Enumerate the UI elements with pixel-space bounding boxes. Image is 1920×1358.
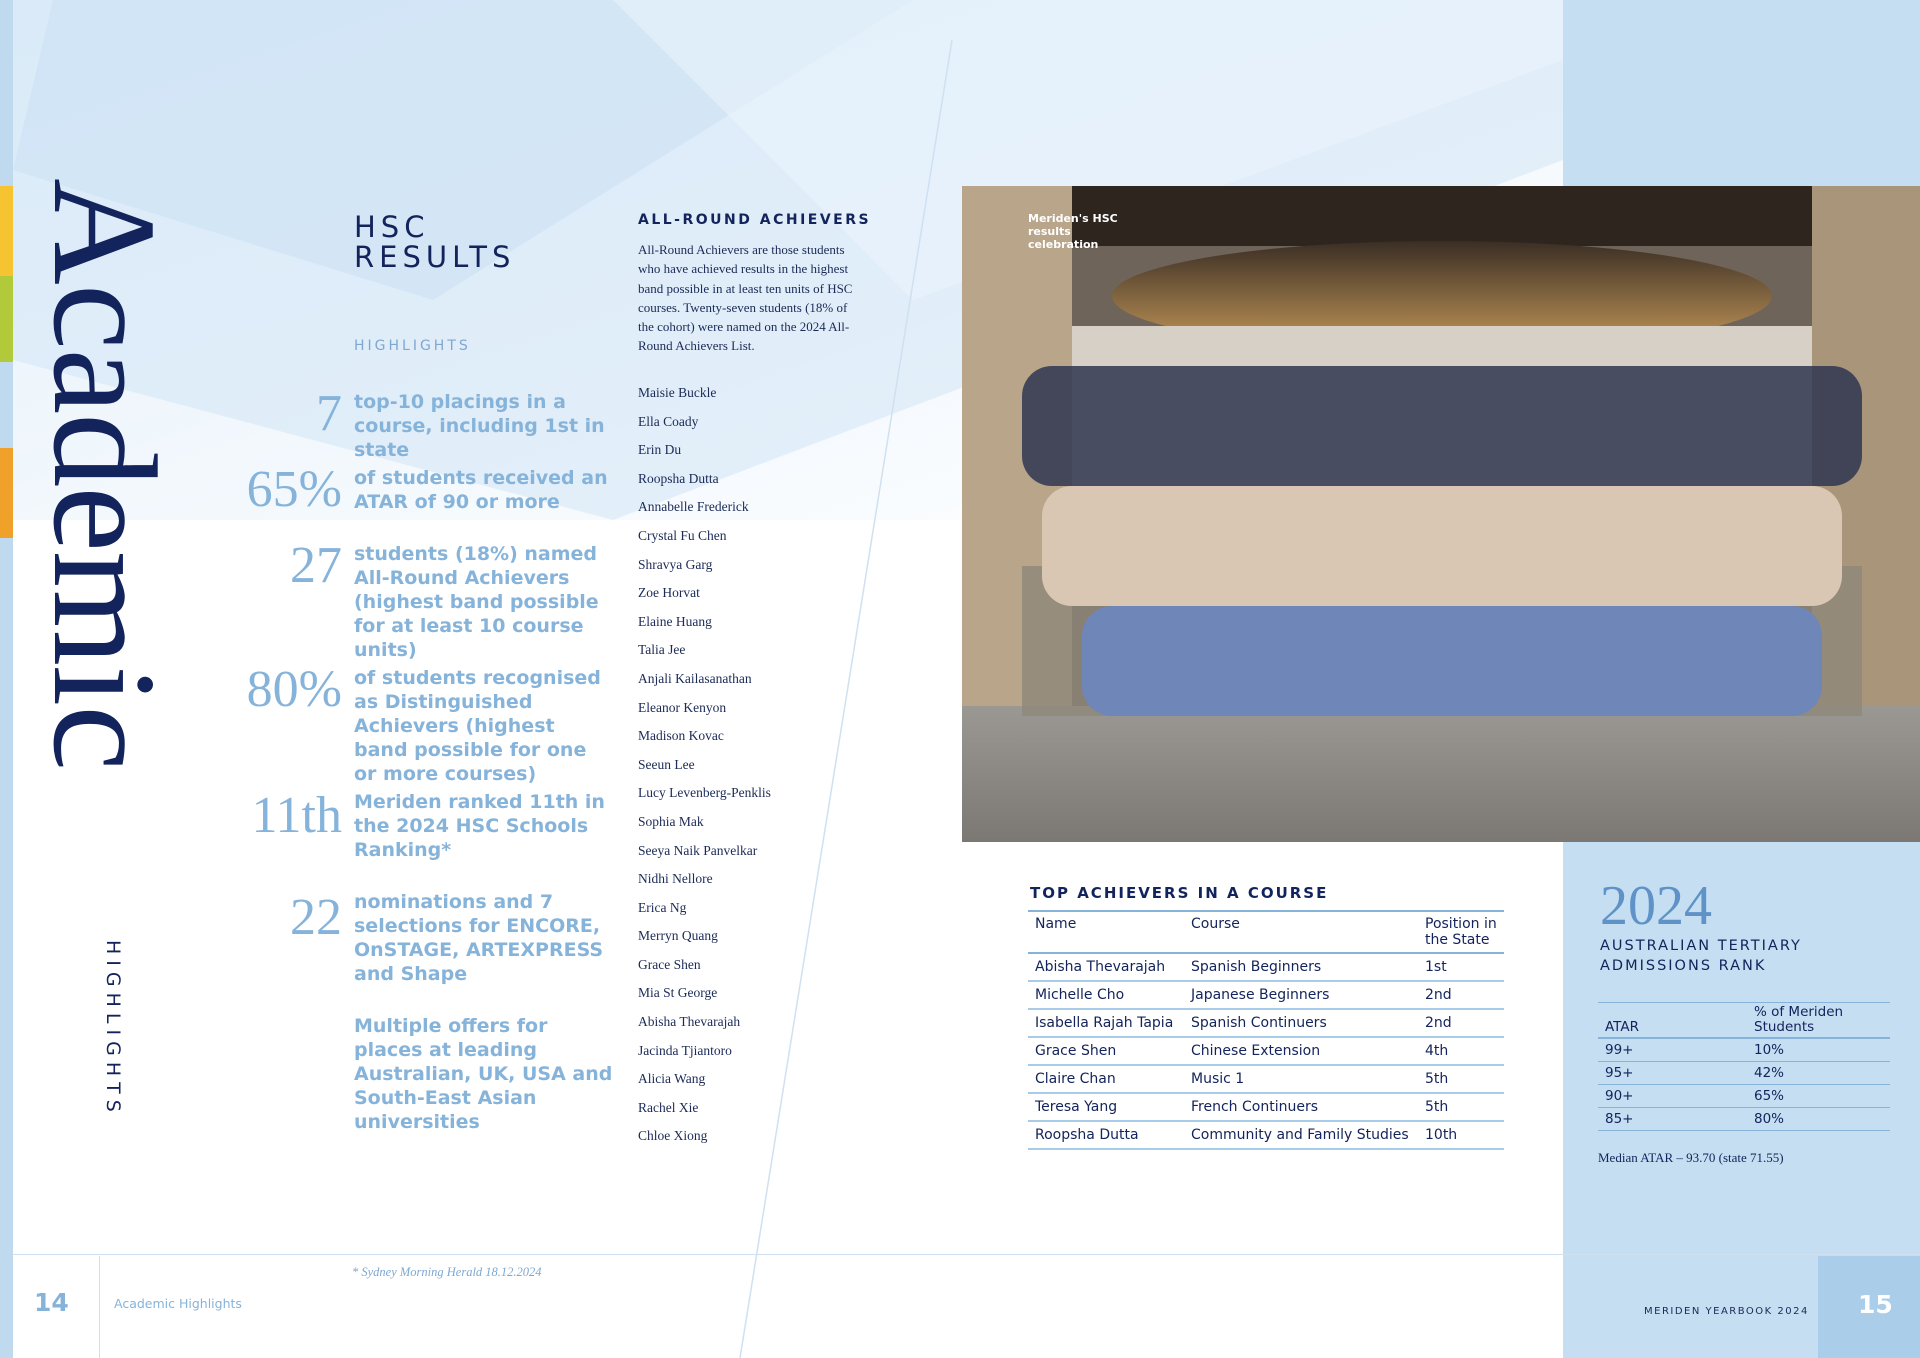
- atar-heading: [1600, 936, 1802, 976]
- achiever-name: Madison Kovac: [638, 728, 724, 744]
- top-achievers-body: [1028, 953, 1504, 1149]
- table-cell: Claire Chan: [1028, 1065, 1184, 1093]
- stat-text: nominations and 7 selections for ENCORE, OnSTAGE, ARTEXPRESS and Shape: [354, 891, 604, 985]
- achiever-name: Shravya Garg: [638, 556, 713, 572]
- table-cell: Community and Family Studies: [1184, 1121, 1418, 1149]
- stat-text: of students recognised as Distinguished Achievers (highest band possible for one or more courses): [354, 667, 601, 785]
- table-cell: 10%: [1747, 1038, 1890, 1062]
- atar-heading-line2: ADMISSIONS RANK: [1600, 958, 1767, 974]
- achiever-name: Seeun Lee: [638, 756, 695, 772]
- table-header-row: [1028, 911, 1504, 953]
- table-cell: 1st: [1418, 953, 1504, 981]
- achiever-name: Crystal Fu Chen: [638, 527, 727, 543]
- achiever-name: Annabelle Frederick: [638, 499, 749, 515]
- table-cell: 95+: [1598, 1062, 1747, 1085]
- table-cell: 99+: [1598, 1038, 1747, 1062]
- achiever-name: Seeya Naik Panvelkar: [638, 842, 758, 858]
- achiever-name: Jacinda Tjiantoro: [638, 1042, 732, 1058]
- table-header-row: [1598, 1003, 1890, 1039]
- table-cell: Roopsha Dutta: [1028, 1121, 1184, 1149]
- footer-rule: [13, 1254, 1920, 1255]
- table-row: [1028, 1065, 1504, 1093]
- hsc-heading-line2: RESULTS: [354, 240, 516, 274]
- achiever-name: Erica Ng: [638, 899, 687, 915]
- table-row: [1598, 1108, 1890, 1131]
- stat-number: 11th: [251, 787, 342, 844]
- table-row: [1028, 1009, 1504, 1037]
- table-cell: 80%: [1747, 1108, 1890, 1131]
- achiever-name: Maisie Buckle: [638, 385, 717, 400]
- top-achievers-table: [1028, 910, 1504, 1150]
- stat-number: 22: [290, 889, 342, 946]
- group-photo: [962, 186, 1920, 842]
- achiever-name: Merryn Quang: [638, 928, 718, 944]
- all-round-names-list: [638, 383, 771, 1155]
- achiever-name: Grace Shen: [638, 956, 701, 972]
- table-row: [1598, 1062, 1890, 1085]
- table-cell: 85+: [1598, 1108, 1747, 1131]
- column-header: % of Meriden Students: [1747, 1003, 1890, 1039]
- table-cell: Music 1: [1184, 1065, 1418, 1093]
- atar-year: 2024: [1600, 875, 1712, 937]
- column-header: ATAR: [1598, 1003, 1747, 1039]
- top-achievers-heading: TOP ACHIEVERS IN A COURSE: [1030, 884, 1329, 902]
- hsc-results-heading: [354, 212, 515, 272]
- table-cell: Grace Shen: [1028, 1037, 1184, 1065]
- all-round-heading: ALL-ROUND ACHIEVERS: [638, 212, 872, 228]
- atar-table: [1598, 1002, 1890, 1131]
- photo-caption: Meriden's HSC results celebration: [1028, 212, 1118, 251]
- achiever-name: Abisha Thevarajah: [638, 1014, 741, 1030]
- table-row: [1028, 981, 1504, 1009]
- table-cell: Spanish Continuers: [1184, 1009, 1418, 1037]
- achiever-name: Elaine Huang: [638, 613, 712, 629]
- column-header: Name: [1028, 911, 1184, 953]
- hsc-heading-line1: HSC: [354, 210, 430, 244]
- achiever-name: Lucy Levenberg-Penklis: [638, 785, 771, 801]
- stat-number: 7: [316, 385, 342, 442]
- right-page-number: 15: [1858, 1290, 1893, 1319]
- achiever-name: Roopsha Dutta: [638, 470, 719, 486]
- table-cell: 4th: [1418, 1037, 1504, 1065]
- table-cell: French Continuers: [1184, 1093, 1418, 1121]
- table-cell: Abisha Thevarajah: [1028, 953, 1184, 981]
- table-row: [1598, 1038, 1890, 1062]
- stat-text: of students received an ATAR of 90 or more: [354, 467, 608, 513]
- stat-text: students (18%) named All-Round Achievers (highest band possible for at least 10 course units): [354, 543, 599, 661]
- table-cell: Teresa Yang: [1028, 1093, 1184, 1121]
- atar-body: [1598, 1038, 1890, 1131]
- table-cell: 2nd: [1418, 981, 1504, 1009]
- all-round-description: All-Round Achievers are those students who have achieved results in the highest band possible in at least ten units of HSC courses. Twenty-seven students (18% of the cohort) were named on the 2024 All-Round Achievers List.: [638, 242, 853, 354]
- achiever-name: Sophia Mak: [638, 813, 704, 829]
- table-cell: 5th: [1418, 1065, 1504, 1093]
- column-header: Position in the State: [1418, 911, 1504, 953]
- achiever-name: Nidhi Nellore: [638, 871, 713, 887]
- table-row: [1028, 1037, 1504, 1065]
- stat-text: top-10 placings in a course, including 1st in state: [354, 391, 605, 461]
- table-cell: 42%: [1747, 1062, 1890, 1085]
- achiever-name: Chloe Xiong: [638, 1128, 708, 1144]
- column-header: Course: [1184, 911, 1418, 953]
- table-row: [1598, 1085, 1890, 1108]
- table-cell: 2nd: [1418, 1009, 1504, 1037]
- footnote: * Sydney Morning Herald 18.12.2024: [352, 1265, 542, 1279]
- achiever-name: Eleanor Kenyon: [638, 699, 727, 715]
- stat-number: 27: [290, 537, 342, 594]
- achiever-name: Zoe Horvat: [638, 585, 700, 601]
- stat-number: 80%: [246, 661, 342, 718]
- publication-name: MERIDEN YEARBOOK 2024: [1644, 1306, 1809, 1317]
- table-row: [1028, 1093, 1504, 1121]
- achiever-name: Erin Du: [638, 442, 682, 458]
- atar-heading-line1: AUSTRALIAN TERTIARY: [1600, 938, 1802, 954]
- offers-text: Multiple offers for places at leading Australian, UK, USA and South-East Asian universities: [354, 1015, 613, 1133]
- table-cell: Chinese Extension: [1184, 1037, 1418, 1065]
- page-title: Academic: [22, 178, 186, 770]
- table-cell: 65%: [1747, 1085, 1890, 1108]
- table-cell: Isabella Rajah Tapia: [1028, 1009, 1184, 1037]
- achiever-name: Ella Coady: [638, 413, 699, 429]
- table-cell: 10th: [1418, 1121, 1504, 1149]
- table-cell: 5th: [1418, 1093, 1504, 1121]
- table-cell: Michelle Cho: [1028, 981, 1184, 1009]
- footer-section-name: Academic Highlights: [114, 1296, 242, 1311]
- achiever-name: Talia Jee: [638, 642, 686, 658]
- achiever-name: Anjali Kailasanathan: [638, 670, 752, 686]
- stat-text: Meriden ranked 11th in the 2024 HSC Schools Ranking*: [354, 791, 605, 861]
- stat-number: 65%: [246, 461, 342, 518]
- table-cell: Japanese Beginners: [1184, 981, 1418, 1009]
- median-atar: Median ATAR – 93.70 (state 71.55): [1598, 1150, 1784, 1165]
- table-cell: 90+: [1598, 1085, 1747, 1108]
- achiever-name: Alicia Wang: [638, 1071, 706, 1087]
- left-page-number: 14: [34, 1288, 69, 1317]
- achiever-name: Rachel Xie: [638, 1099, 699, 1115]
- achiever-name: Mia St George: [638, 985, 718, 1001]
- table-cell: Spanish Beginners: [1184, 953, 1418, 981]
- page-subtitle: HIGHLIGHTS: [102, 940, 124, 1118]
- highlights-label: HIGHLIGHTS: [354, 338, 471, 354]
- table-row: [1028, 953, 1504, 981]
- table-row: [1028, 1121, 1504, 1149]
